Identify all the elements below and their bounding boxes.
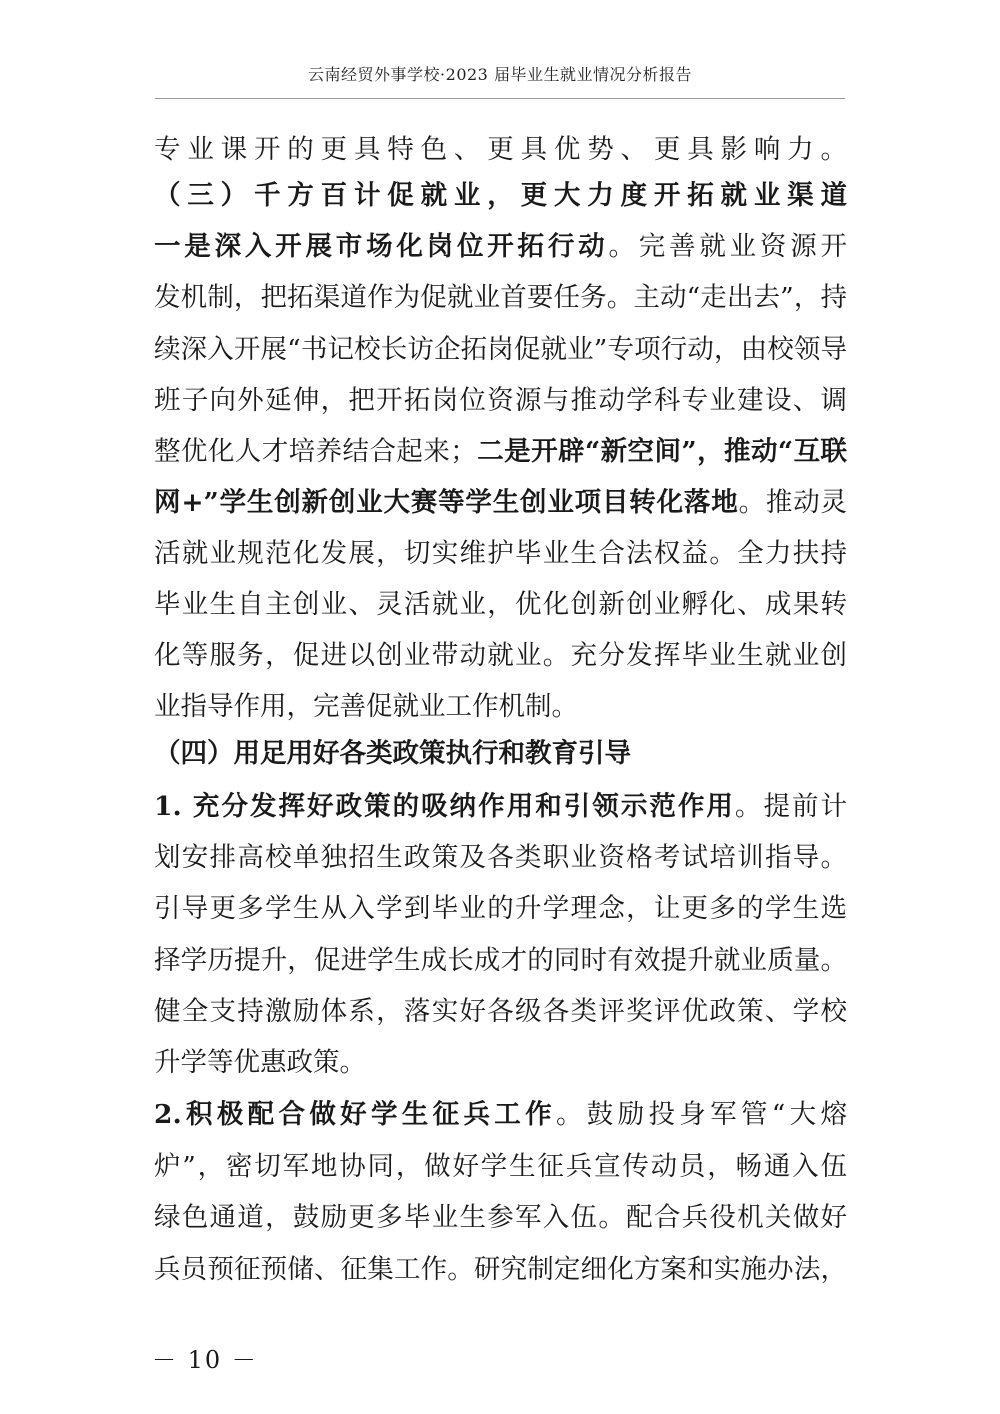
section-heading-4 — [154, 737, 847, 771]
text-segment: 。推动灵 — [738, 487, 847, 518]
text-segment: 网+”学生创新创业大赛等学生创业项目转化落地 — [154, 487, 739, 518]
running-header: 云南经贸外事学校·2023 届毕业生就业情况分析报告 — [308, 65, 692, 84]
body-line-22 — [154, 1201, 847, 1235]
text-segment: 毕业生自主创业、灵活就业，优化创新创业孵化、成果转 — [154, 589, 847, 620]
body-line-10 — [154, 588, 847, 622]
text-segment: 兵员预征预储、征集工作。研究制定细化方案和实施办法， — [154, 1254, 847, 1285]
body-line-5 — [154, 333, 847, 367]
body-line-19 — [154, 1046, 847, 1080]
text-segment: 二是开辟“新空间”，推动“互联 — [476, 436, 847, 467]
body-line-11 — [154, 639, 847, 673]
text-segment: 活就业规范化发展，切实维护毕业生合法权益。全力扶持 — [154, 538, 847, 569]
body-line-6 — [154, 384, 847, 418]
body-line-4 — [154, 281, 847, 315]
body-line-8 — [154, 486, 847, 520]
text-segment: 续深入开展“书记校长访企拓岗促就业”专项行动，由校领导 — [154, 334, 847, 365]
text-segment: 引导更多学生从入学到毕业的升学理念，让更多的学生选 — [154, 893, 847, 924]
body-line-14 — [154, 790, 847, 824]
text-segment: 。提前计 — [734, 791, 847, 822]
body-line-18 — [154, 995, 847, 1029]
body-line-15 — [154, 841, 847, 875]
body-line-3 — [154, 230, 847, 264]
text-segment: （四）用足用好各类政策执行和教育引导 — [154, 738, 631, 769]
text-segment: 1. 充分发挥好政策的吸纳作用和引领示范作用 — [154, 791, 735, 822]
body-line-1 — [154, 133, 847, 167]
body-line-12 — [154, 690, 847, 724]
text-segment: 择学历提升，促进学生成长成才的同时有效提升就业质量。 — [154, 945, 847, 976]
body-line-9 — [154, 537, 847, 571]
text-segment: 发机制，把拓渠道作为促就业首要任务。主动“走出去”，持 — [154, 282, 847, 313]
text-segment: 。完善就业资源开 — [608, 231, 847, 262]
body-line-17 — [154, 944, 847, 978]
text-segment: 整优化人才培养结合起来； — [154, 436, 477, 467]
body-line-21 — [154, 1150, 847, 1184]
text-segment: 一是深入开展市场化岗位开拓行动 — [154, 231, 609, 262]
body-line-20 — [154, 1098, 847, 1132]
page-number: － 10 － — [152, 1346, 258, 1374]
text-segment: 炉”，密切军地协同，做好学生征兵宣传动员，畅通入伍 — [154, 1151, 847, 1182]
body-line-7 — [154, 435, 847, 469]
text-segment: 业指导作用，完善促就业工作机制。 — [154, 691, 578, 722]
text-segment: 升学等优惠政策。 — [154, 1047, 366, 1078]
body-line-23 — [154, 1253, 847, 1287]
body-line-16 — [154, 892, 847, 926]
text-segment: 专业课开的更具特色、更具优势、更具影响力。 — [154, 134, 847, 165]
text-segment: 健全支持激励体系，落实好各级各类评奖评优政策、学校 — [154, 996, 847, 1027]
header-divider — [155, 98, 845, 99]
text-segment: 化等服务，促进以创业带动就业。充分发挥毕业生就业创 — [154, 640, 847, 671]
text-segment: 划安排高校单独招生政策及各类职业资格考试培训指导。 — [154, 842, 847, 873]
text-segment: （三）千方百计促就业，更大力度开拓就业渠道 — [154, 180, 847, 211]
text-segment: 2.积极配合做好学生征兵工作 — [154, 1099, 556, 1130]
text-segment: 绿色通道，鼓励更多毕业生参军入伍。配合兵役机关做好 — [154, 1202, 847, 1233]
section-heading-3 — [154, 179, 847, 213]
text-segment: 班子向外延伸，把开拓岗位资源与推动学科专业建设、调 — [154, 385, 847, 416]
text-segment: 。鼓励投身军管“大熔 — [555, 1099, 847, 1130]
